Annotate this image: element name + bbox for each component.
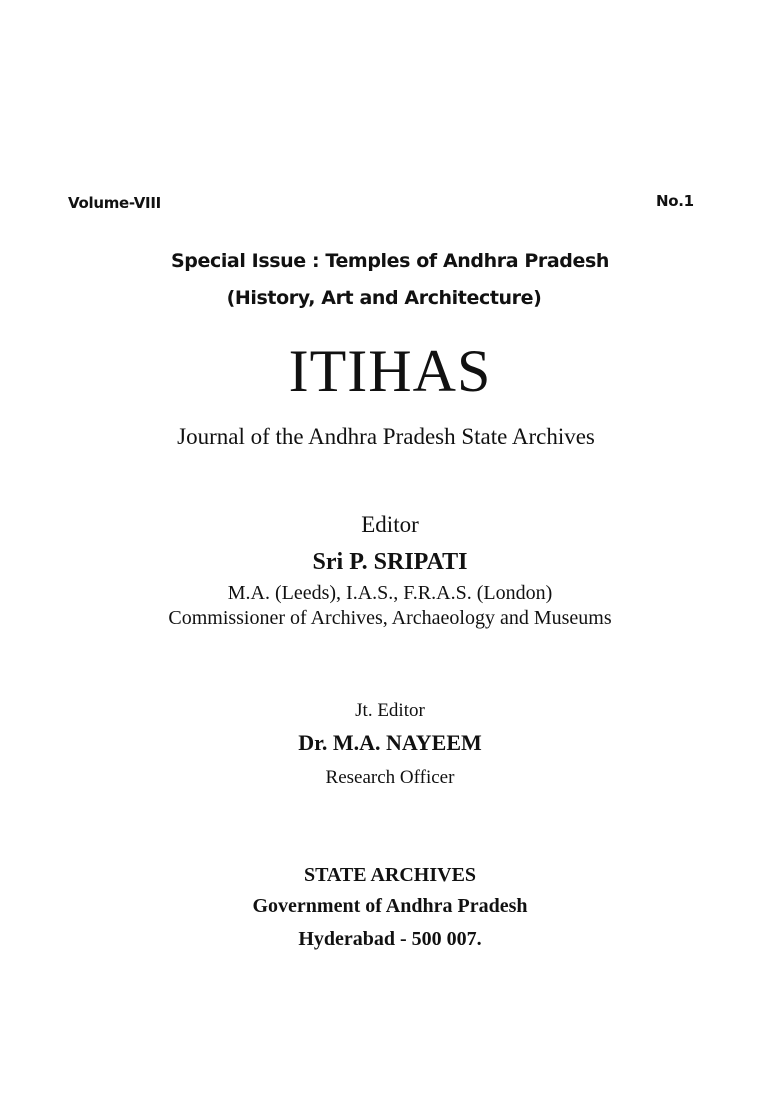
editor-qualifications: M.A. (Leeds), I.A.S., F.R.A.S. (London) bbox=[227, 582, 553, 604]
joint-editor-name: Dr. M.A. NAYEEM bbox=[298, 730, 482, 755]
special-issue-subtitle: (History, Art and Architecture) bbox=[226, 287, 542, 309]
editor-label: Editor bbox=[361, 512, 419, 537]
publisher-government: Government of Andhra Pradesh bbox=[252, 895, 528, 917]
volume-label: Volume-VIII bbox=[68, 194, 161, 212]
publisher-address: Hyderabad - 500 007. bbox=[298, 928, 482, 950]
joint-editor-label: Jt. Editor bbox=[355, 700, 425, 721]
journal-title: ITIHAS bbox=[288, 338, 492, 404]
journal-subtitle: Journal of the Andhra Pradesh State Archives bbox=[177, 424, 595, 449]
editor-name: Sri P. SRIPATI bbox=[312, 549, 468, 575]
issue-number: No.1 bbox=[656, 192, 694, 210]
joint-editor-role: Research Officer bbox=[325, 767, 455, 788]
editor-role: Commissioner of Archives, Archaeology and Museums bbox=[168, 607, 612, 629]
special-issue-title: Special Issue : Temples of Andhra Pradesh bbox=[170, 250, 609, 272]
publisher-name: STATE ARCHIVES bbox=[303, 864, 477, 886]
